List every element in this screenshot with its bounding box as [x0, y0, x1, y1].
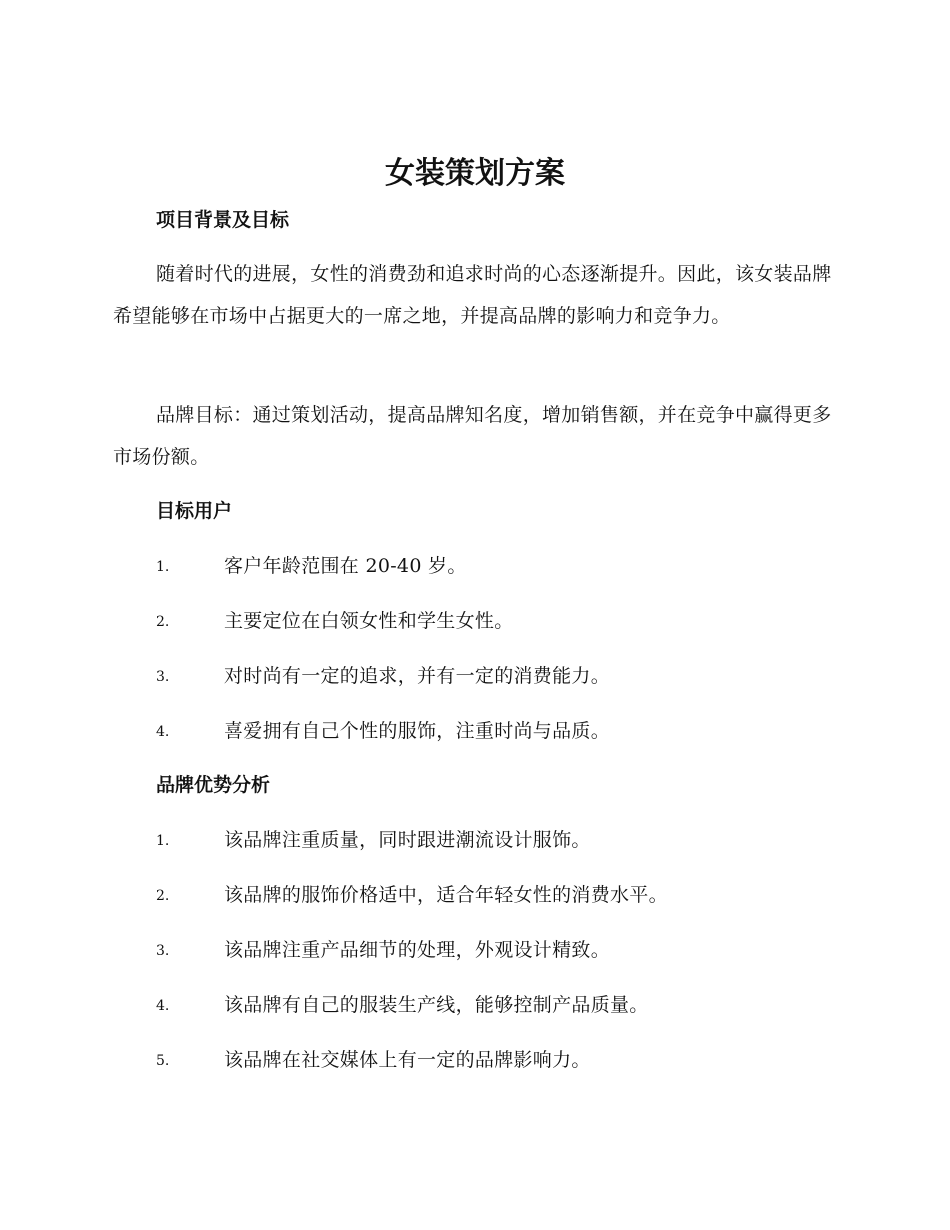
document-title: 女装策划方案	[385, 156, 565, 191]
section-heading-background: 项目背景及目标	[156, 209, 290, 231]
list-item-number: 4.	[156, 724, 170, 740]
list-item	[156, 716, 856, 746]
list-item	[156, 551, 856, 581]
list-item-number: 1.	[156, 833, 170, 849]
section-heading-brand-advantages: 品牌优势分析	[156, 774, 271, 796]
list-item-text: 该品牌在社交媒体上有一定的品牌影响力。	[224, 1049, 591, 1071]
list-item-text: 该品牌的服饰价格适中，适合年轻女性的消费水平。	[224, 884, 668, 906]
list-item	[156, 661, 856, 691]
list-item-number: 4.	[156, 998, 170, 1014]
list-item	[156, 825, 856, 855]
paragraph-brand-goal: 品牌目标：通过策划活动，提高品牌知名度，增加销售额，并在竞争中赢得更多市场份额。	[113, 404, 832, 468]
list-item	[156, 990, 856, 1020]
list-item-number: 3.	[156, 943, 170, 959]
list-item-number: 5.	[156, 1053, 170, 1069]
list-item-text: 该品牌有自己的服装生产线，能够控制产品质量。	[224, 994, 649, 1016]
paragraph-background: 随着时代的进展，女性的消费劲和追求时尚的心态逐渐提升。因此，该女装品牌希望能够在市场中占据更大的一席之地，并提高品牌的影响力和竞争力。	[113, 263, 832, 327]
list-item-text: 该品牌注重质量，同时跟进潮流设计服饰。	[224, 829, 591, 851]
list-item	[156, 935, 856, 965]
list-item-number: 3.	[156, 669, 170, 685]
list-item	[156, 606, 856, 636]
list-item	[156, 1045, 856, 1075]
list-item-number: 2.	[156, 888, 170, 904]
list-item-text: 喜爱拥有自己个性的服饰，注重时尚与品质。	[224, 720, 611, 742]
list-item-text: 主要定位在白领女性和学生女性。	[224, 610, 514, 632]
list-item-number: 2.	[156, 614, 170, 630]
list-item-text: 对时尚有一定的追求，并有一定的消费能力。	[224, 665, 611, 687]
list-item	[156, 880, 856, 910]
list-item-number: 1.	[156, 559, 170, 575]
list-item-text: 该品牌注重产品细节的处理，外观设计精致。	[224, 939, 611, 961]
section-heading-target-users: 目标用户	[156, 500, 233, 522]
list-item-text: 客户年龄范围在 20-40 岁。	[224, 555, 467, 577]
